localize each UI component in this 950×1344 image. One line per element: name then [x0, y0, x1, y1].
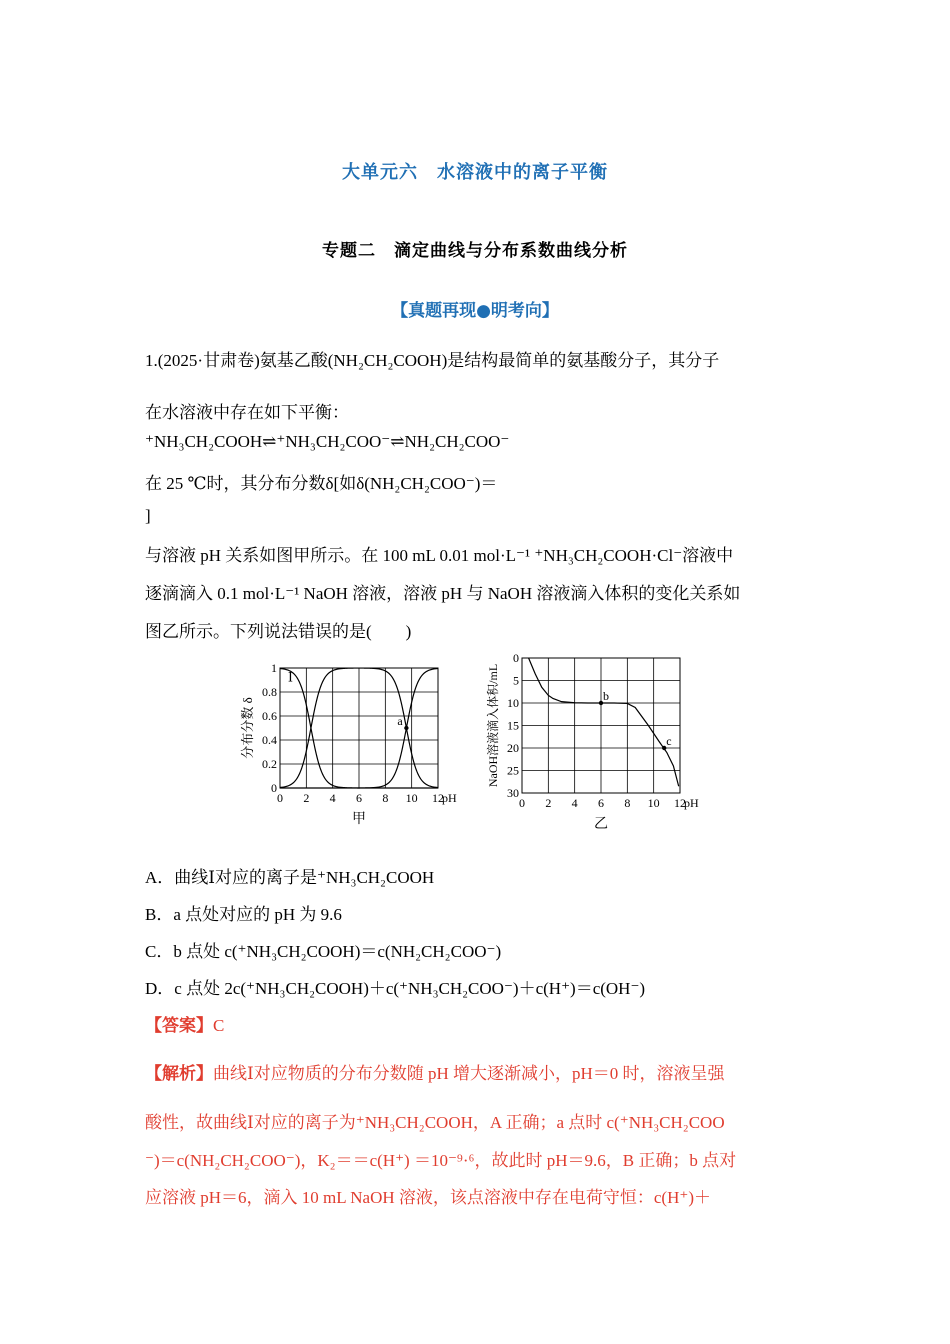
- equilibrium-equation: ⁺NH₃CH₂COOH⇌⁺NH₃CH₂COO⁻⇌NH₂CH₂COO⁻: [145, 432, 510, 451]
- series-line: [529, 658, 679, 786]
- answer-block: [145, 1011, 224, 1036]
- annotation-label: c: [666, 734, 672, 748]
- chart-caption: 甲: [352, 812, 366, 827]
- x-tick-label: 4: [571, 796, 578, 810]
- question-stem-7: 图乙所示。下列说法错误的是( ): [145, 622, 412, 641]
- question-stem-1: 1.(2025·甘肃卷)氨基乙酸(NH₂CH₂COOH)是结构最简单的氨基酸分子，其分子: [145, 351, 720, 370]
- option-b: B．a 点处对应的 pH 为 9.6: [145, 905, 342, 924]
- unit-title: 大单元六 水溶液中的离子平衡: [342, 162, 608, 183]
- x-tick-label: 10: [405, 791, 418, 805]
- x-tick-label: 10: [647, 796, 660, 810]
- x-tick-label: 0: [277, 791, 283, 805]
- y-tick-label: 30: [507, 786, 519, 800]
- y-tick-label: 0: [513, 651, 519, 665]
- y-tick-label: 10: [507, 696, 519, 710]
- question-stem-6: 逐滴滴入 0.1 mol·L⁻¹ NaOH 溶液，溶液 pH 与 NaOH 溶液滴入体积的变化关系如: [145, 584, 741, 603]
- x-tick-label: 8: [624, 796, 631, 810]
- chart-caption: 乙: [594, 817, 608, 832]
- y-tick-label: 15: [507, 718, 519, 733]
- x-tick-label: 8: [382, 791, 389, 805]
- x-tick-label: 12: [432, 791, 444, 805]
- question-stem-5: 与溶液 pH 关系如图甲所示。在 100 mL 0.01 mol·L⁻¹ ⁺NH₃CH₂COOH·Cl⁻溶液中: [145, 546, 734, 565]
- chart-tick-labels: [507, 651, 686, 810]
- y-tick-label: 0.8: [262, 685, 277, 699]
- y-tick-label: 5: [513, 673, 519, 688]
- analysis-text-1: 曲线Ⅰ对应物质的分布分数随 pH 增大逐渐减小，pH＝0 时，溶液呈强: [213, 1064, 725, 1083]
- x-tick-label: 6: [598, 796, 604, 810]
- option-d: D．c 点处 2c(⁺NH₃CH₂COOH)＋c(⁺NH₃CH₂COO⁻)＋c(H⁺)＝c(OH⁻): [145, 979, 646, 998]
- chart-annotations: [599, 689, 672, 750]
- y-tick-label: 20: [507, 741, 519, 755]
- x-tick-label: 2: [545, 796, 552, 810]
- annotation-point: [404, 726, 408, 730]
- y-tick-label: 0.4: [262, 733, 277, 747]
- topic-title: 专题二 滴定曲线与分布系数曲线分析: [322, 241, 628, 261]
- x-tick-label: 12: [674, 796, 686, 810]
- chart-series-group: [529, 658, 679, 786]
- y-tick-label: 0.6: [262, 709, 277, 723]
- analysis-line-4: 应溶液 pH＝6，滴入 10 mL NaOH 溶液，该点溶液中存在电荷守恒：c(H⁺)＋: [145, 1188, 711, 1207]
- annotation-label: b: [603, 689, 609, 703]
- chart-x-axis-label: pH: [442, 791, 457, 805]
- answer-label: 【答案】: [145, 1016, 213, 1035]
- section-title: 【真题再现●明考向】: [391, 301, 559, 321]
- analysis-line-3: ⁻)＝c(NH₂CH₂COO⁻)，K₂＝＝c(H⁺) ＝10⁻⁹·⁶，故此时 pH＝9.6，B 正确；b 点对: [145, 1151, 737, 1170]
- y-tick-label: 25: [507, 763, 519, 778]
- answer-value: C: [213, 1016, 225, 1035]
- analysis-label: 【解析】: [145, 1064, 213, 1083]
- question-stem-2: 在水溶液中存在如下平衡：: [145, 403, 349, 422]
- analysis-line-2: 酸性，故曲线Ⅰ对应的离子为⁺NH₃CH₂COOH，A 正确；a 点时 c(⁺NH₃CH₂COO: [145, 1113, 725, 1132]
- chart-grid: [280, 668, 438, 788]
- y-tick-label: 0.2: [262, 757, 277, 771]
- question-stem-4: ]: [145, 506, 151, 525]
- series-label: Ⅰ: [287, 669, 294, 685]
- analysis-line-1: [145, 1059, 725, 1084]
- y-tick-label: 0: [271, 781, 277, 795]
- chart-grid: [522, 658, 680, 793]
- chart-titration-curve: [485, 648, 715, 833]
- x-tick-label: 0: [519, 796, 525, 810]
- y-tick-label: 1: [271, 661, 277, 675]
- chart-distribution-fraction: [228, 648, 478, 833]
- x-tick-label: 2: [303, 791, 310, 805]
- chart-y-axis-label: 分布分数 δ: [240, 697, 255, 759]
- option-c: C．b 点处 c(⁺NH₃CH₂COOH)＝c(NH₂CH₂COO⁻): [145, 942, 502, 961]
- x-tick-label: 6: [356, 791, 362, 805]
- question-stem-3: 在 25 ℃时，其分布分数δ[如δ(NH₂CH₂COO⁻)＝: [145, 474, 498, 493]
- chart-x-axis-label: pH: [684, 796, 699, 810]
- chart-y-axis-label: NaOH溶液滴入体积/mL: [486, 663, 500, 788]
- x-tick-label: 4: [329, 791, 336, 805]
- option-a: A．曲线Ⅰ对应的离子是⁺NH₃CH₂COOH: [145, 868, 435, 887]
- chart-annotations: [397, 714, 408, 730]
- annotation-label: a: [397, 714, 403, 728]
